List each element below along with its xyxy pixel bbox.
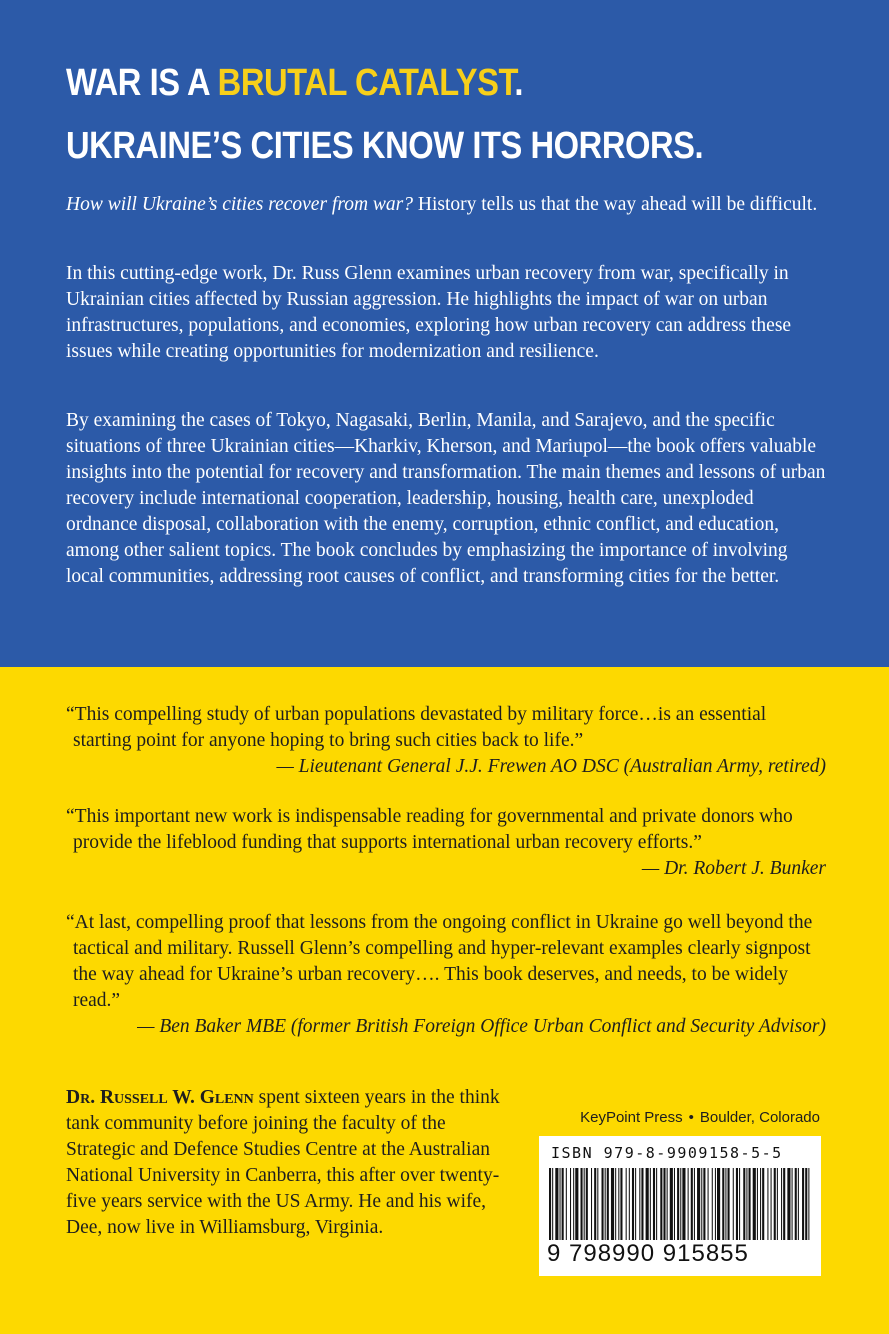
barcode-bar (733, 1168, 734, 1240)
barcode-bar (635, 1168, 636, 1240)
barcode-bar (680, 1168, 681, 1240)
barcode-bar (552, 1168, 553, 1240)
barcode-bar (783, 1168, 785, 1240)
barcode-bar (620, 1168, 622, 1240)
barcode-bar (555, 1168, 558, 1240)
description-paragraph-3: By examining the cases of Tokyo, Nagasaki, Berlin, Manila, and Sarajevo, and the specific situations of three Ukrainian cities—Kharkiv, Kherson, and Mariupol—the book offers valuable insights into the potential for recovery and transformation. The main themes and lessons of urban recovery include international cooperation, leadership, housing, health care, unexploded ordnance disposal, collaboration with the enemy, corruption, ethnic conflict, and education, among other salient topics. The book concludes by emphasizing the importance of involving local communities, addressing root causes of conflict, and transforming cities for the better. (66, 410, 826, 587)
barcode-bar (653, 1168, 655, 1240)
barcode-bar (586, 1168, 588, 1240)
barcode-bar (739, 1168, 740, 1240)
barcode-bar (549, 1168, 551, 1240)
endorsement-quote-3 (66, 910, 826, 1040)
barcode-bar (697, 1168, 700, 1240)
barcode-bar (767, 1168, 768, 1240)
barcode-bar (584, 1168, 585, 1240)
barcode-bar (792, 1168, 793, 1240)
barcode-bar (641, 1168, 643, 1240)
barcode-bar (736, 1168, 738, 1240)
barcode-bar (667, 1168, 668, 1240)
barcode-bar (597, 1168, 598, 1240)
barcode-bar (717, 1168, 720, 1240)
author-bio-text: spent sixteen years in the think tank community before joining the faculty of the Strategic and Defence Studies Centre at the Australian National University in Canberra, this after over twenty-five years service with the US Army. He and his wife, Dee, now live in Williamsburg, Virginia. (66, 1087, 500, 1238)
quote-attribution: — Lieutenant General J.J. Frewen AO DSC (Australian Army, retired) (276, 756, 826, 777)
barcode-bar (670, 1168, 673, 1240)
headline-line-1 (66, 64, 523, 102)
description-paragraph-1 (66, 192, 826, 218)
barcode-bar (701, 1168, 702, 1240)
barcode-bar (581, 1168, 583, 1240)
barcode-bar (570, 1168, 571, 1240)
barcode-bar (795, 1168, 797, 1240)
barcode-bar (560, 1168, 561, 1240)
yellow-panel (0, 667, 889, 1334)
barcode-bar (743, 1168, 745, 1240)
quote-text: “At last, compelling proof that lessons from the ongoing conflict in Ukraine go well beyond the tactical and military. Russell Glenn’s compelling and hyper-relevant examples clearly signpost the way ahead for Ukraine’s urban recovery…. This book deserves, and needs, to be widely read.” (66, 912, 813, 1011)
barcode-bar (715, 1168, 716, 1240)
barcode-bars (549, 1168, 811, 1248)
barcode-bar (575, 1168, 578, 1240)
barcode-bar (660, 1168, 662, 1240)
description-paragraph-1-text: History tells us that the way ahead will be difficult. (413, 194, 818, 215)
barcode-bar (566, 1168, 567, 1240)
barcode-bar (722, 1168, 724, 1240)
barcode-bar (808, 1168, 809, 1240)
description-lead-question: How will Ukraine’s cities recover from war? (66, 194, 414, 215)
barcode-bar (629, 1168, 630, 1240)
barcode-bar (682, 1168, 685, 1240)
barcode-bar (605, 1168, 606, 1240)
publisher-line (540, 1109, 820, 1126)
barcode-bar (781, 1168, 782, 1240)
barcode-bar (787, 1168, 790, 1240)
barcode-bar (615, 1168, 616, 1240)
barcode-bar (805, 1168, 807, 1240)
headline-line-2: UKRAINE’S CITIES KNOW ITS HORRORS. (66, 125, 704, 167)
publisher-name: KeyPoint Press (580, 1109, 683, 1126)
barcode-bar (728, 1168, 730, 1240)
barcode-bar (611, 1168, 614, 1240)
barcode-bar (632, 1168, 634, 1240)
barcode-bar (626, 1168, 627, 1240)
isbn-label: ISBN 979-8-9909158-5-5 (551, 1144, 783, 1162)
headline-suffix: . (514, 62, 524, 104)
barcode-bar (725, 1168, 726, 1240)
barcode-bar (703, 1168, 705, 1240)
barcode-bar (607, 1168, 609, 1240)
barcode-bar (771, 1168, 772, 1240)
barcode-bar (777, 1168, 778, 1240)
barcode-bar (802, 1168, 804, 1240)
barcode-bar (760, 1168, 761, 1240)
barcode-bar (562, 1168, 564, 1240)
barcode-bar (573, 1168, 574, 1240)
headline-accent: BRUTAL CATALYST (217, 62, 515, 104)
endorsement-quote-1 (66, 702, 826, 780)
barcode-bar (602, 1168, 604, 1240)
barcode-bar (749, 1168, 751, 1240)
barcode-digits: 9 798990 915855 (547, 1240, 749, 1267)
barcode-bar (762, 1168, 764, 1240)
barcode-bar (746, 1168, 747, 1240)
barcode-bar (774, 1168, 776, 1240)
headline-prefix: WAR IS A (66, 62, 218, 104)
author-bio (66, 1085, 506, 1241)
barcode-bar (694, 1168, 695, 1240)
barcode-bar (650, 1168, 651, 1240)
barcode-bar (757, 1168, 758, 1240)
quote-attribution: — Ben Baker MBE (former British Foreign Office Urban Conflict and Security Advisor) (137, 1016, 826, 1037)
barcode-bar (656, 1168, 657, 1240)
barcode-bar (753, 1168, 756, 1240)
barcode-bar (677, 1168, 679, 1240)
barcode-bar (594, 1168, 596, 1240)
quote-attribution: — Dr. Robert J. Bunker (641, 858, 826, 879)
description-paragraph-2: In this cutting-edge work, Dr. Russ Glenn examines urban recovery from war, specifically in Ukrainian cities affected by Russian aggression. He highlights the impact of war on urban infrastructures, populations, and economies, exploring how urban recovery can address these issues while creating opportunities for modernization and resilience. (66, 263, 792, 362)
barcode-bar (591, 1168, 592, 1240)
barcode-bar (663, 1168, 665, 1240)
barcode-bar (639, 1168, 640, 1240)
endorsement-quote-2 (66, 804, 826, 882)
barcode-bar (798, 1168, 799, 1240)
barcode-bar (712, 1168, 713, 1240)
barcode-bar (618, 1168, 619, 1240)
author-name: Dr. Russell W. Glenn (66, 1087, 254, 1108)
barcode-bar (646, 1168, 649, 1240)
barcode-bar (691, 1168, 693, 1240)
barcode-bar (674, 1168, 675, 1240)
publisher-location: Boulder, Colorado (699, 1109, 820, 1126)
barcode-bar (688, 1168, 689, 1240)
quote-text: “This important new work is indispensable reading for governmental and private donors who provide the lifeblood funding that supports international urban recovery efforts.” (66, 806, 793, 853)
barcode-bar (708, 1168, 709, 1240)
bullet-separator: • (688, 1109, 694, 1126)
isbn-barcode (539, 1136, 821, 1276)
quote-text: “This compelling study of urban populations devastated by military force…is an essential starting point for anyone hoping to bring such cities back to life.” (66, 704, 767, 751)
